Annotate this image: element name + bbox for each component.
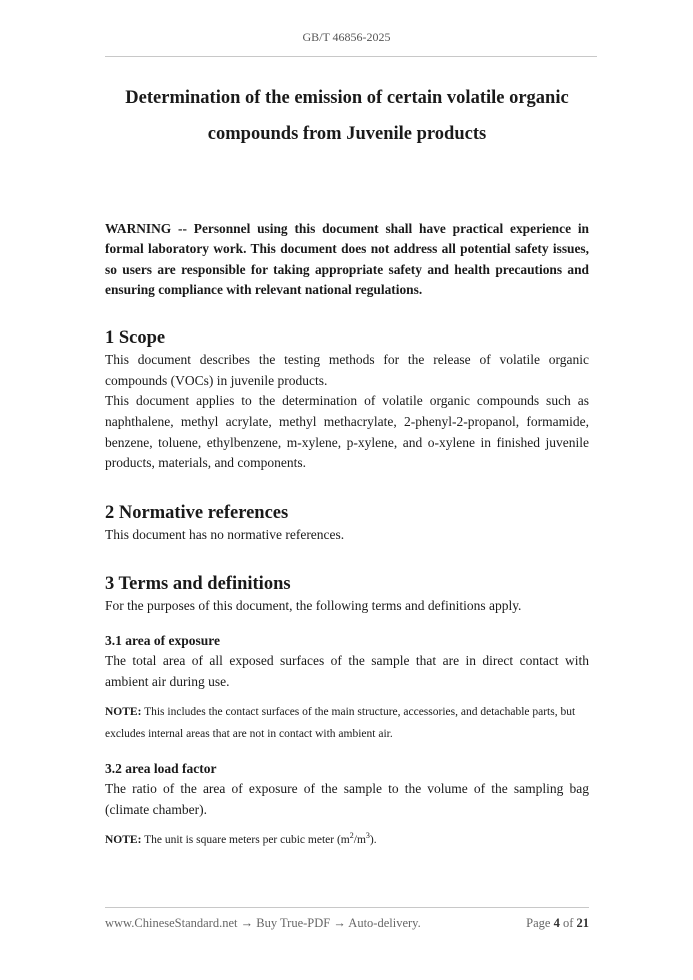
auto-delivery-text: Auto-delivery. xyxy=(345,916,421,930)
site-link[interactable]: www.ChineseStandard.net xyxy=(105,916,238,930)
page-label: Page xyxy=(526,916,551,930)
section-heading-terms-and-definitions: 3 Terms and definitions xyxy=(105,574,291,595)
arrow-right-icon: → xyxy=(333,916,346,930)
warning-paragraph: WARNING -- Personnel using this document shall have practical experience in formal laboratory work. This document does not address all potential safety issues, so users are responsible for taking appropriate safety and health precautions and ensuring compliance with relevant national regulations. xyxy=(105,221,589,297)
term-3-1-definition: The total area of all exposed surfaces of the sample that are in direct contact with ambient air during use. xyxy=(105,652,589,689)
of-label: of xyxy=(562,916,574,930)
scope-paragraph-1: This document describes the testing methods for the release of volatile organic compounds (VOCs) in juvenile products. xyxy=(105,352,589,388)
superscript: 3 xyxy=(365,831,370,841)
term-3-1-note xyxy=(105,701,589,745)
arrow-right-icon: → xyxy=(240,916,254,930)
document-title xyxy=(105,80,589,152)
normative-references-paragraph: This document has no normative references. xyxy=(105,526,345,542)
footer-divider xyxy=(105,907,589,908)
document-title-line-2: compounds from Juvenile products xyxy=(207,124,487,144)
note-text: /m xyxy=(353,834,366,847)
header-divider xyxy=(105,56,597,57)
terms-intro-paragraph: For the purposes of this document, the following terms and definitions apply. xyxy=(105,598,522,614)
note-label: NOTE: xyxy=(105,706,142,719)
scope-paragraph-2: This document applies to the determination of volatile organic compounds such as naphthalene, methyl acrylate, methyl methacrylate, 2-phenyl-2-propanol, formamide, benzene, toluene, ethylbenzene, m-xylene, p-xylene, and o-xylene in finished juvenile products, materials, and components. xyxy=(105,393,589,471)
running-header: GB/T 46856-2025 xyxy=(302,30,391,44)
page-total: 21 xyxy=(576,916,589,930)
term-3-1-title: 3.1 area of exposure xyxy=(105,632,220,648)
document-title-line-1: Determination of the emission of certain volatile organic xyxy=(125,88,569,108)
note-text: The unit is square meters per cubic meter (m xyxy=(141,834,350,847)
page-number: 4 xyxy=(553,916,560,930)
term-3-2-definition: The ratio of the area of exposure of the sample to the volume of the sampling bag (climate chamber). xyxy=(105,781,589,817)
section-heading-normative-references: 2 Normative references xyxy=(105,502,289,523)
term-3-2-note xyxy=(105,829,589,851)
page-content xyxy=(105,80,589,851)
buy-link: Buy True-PDF xyxy=(253,916,334,930)
note-label: NOTE: xyxy=(105,834,142,847)
superscript: 2 xyxy=(349,831,354,841)
term-3-2-title: 3.2 area load factor xyxy=(105,761,217,777)
note-text: ). xyxy=(369,834,377,847)
note-text: This includes the contact surfaces of the main structure, accessories, and detachable parts, but excludes internal areas that are not in contact with ambient air. xyxy=(105,706,576,741)
footer-promo xyxy=(105,916,421,931)
page-counter xyxy=(526,916,589,931)
section-heading-scope: 1 Scope xyxy=(105,328,166,349)
